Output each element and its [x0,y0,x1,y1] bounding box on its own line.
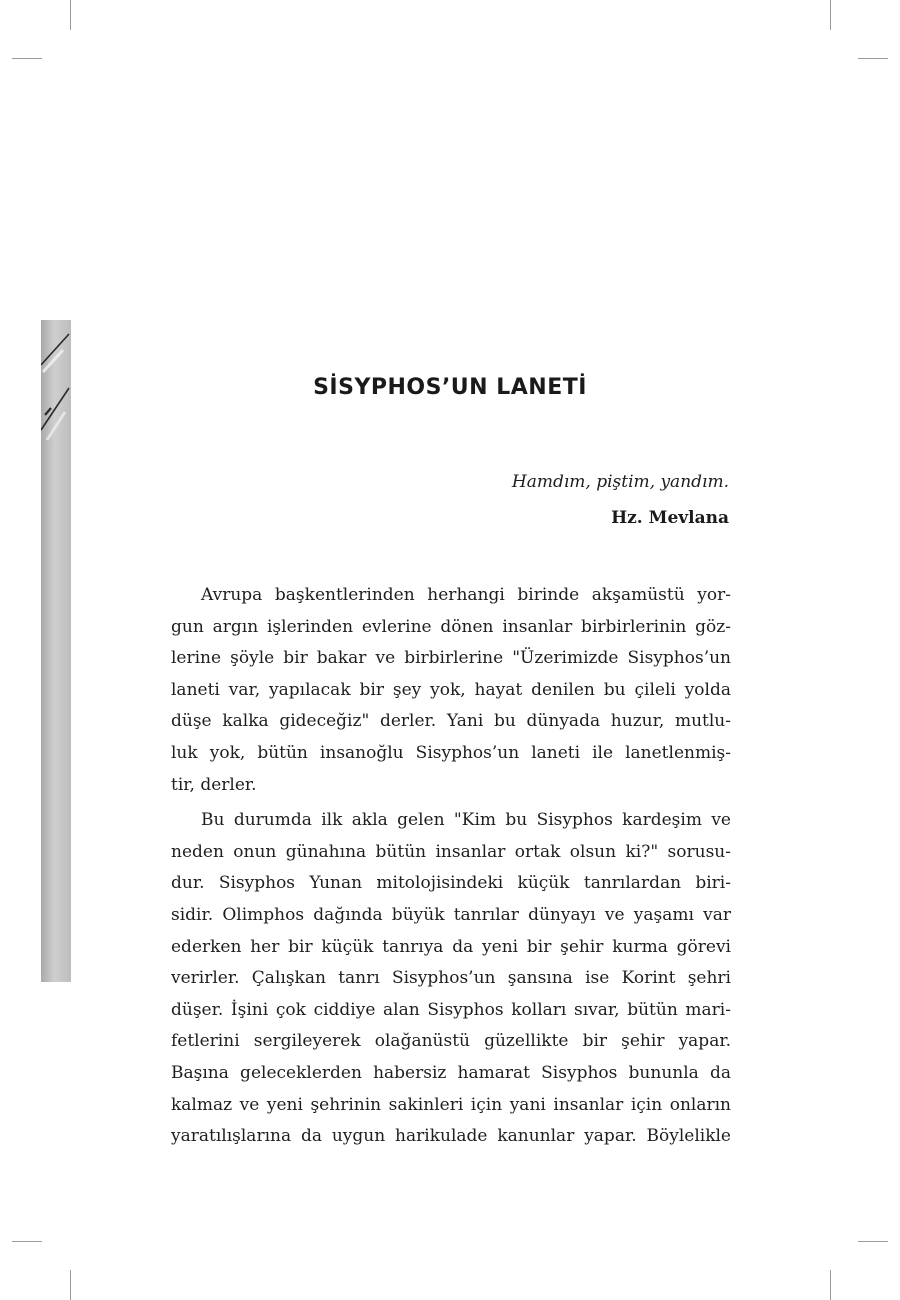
text-line: neden onun günahına bütün insanlar ortak olsun ki?" sorusu- [171,841,731,862]
body-text [171,580,731,1153]
chapter-title: SİSYPHOS’UN LANETİ [313,375,587,400]
text-line: tir, derler. [171,774,257,795]
crop-mark-bottom-left-h [12,1241,42,1242]
text-line: verirler. Çalışkan tanrı Sisyphos’un şansına ise Korint şehri [171,968,731,989]
crop-mark-top-left-h [12,58,42,59]
decorative-side-band [41,320,71,982]
crop-mark-bottom-right [830,1270,831,1300]
text-line: Başına geleceklerden habersiz hamarat Sisyphos bununla da [171,1062,731,1083]
crop-mark-top-left [70,0,71,30]
paragraph-1 [171,580,731,801]
text-line: sidir. Olimphos dağında büyük tanrılar dünyayı ve yaşamı var [171,904,731,925]
text-line: düşer. İşini çok ciddiye alan Sisyphos kolları sıvar, bütün mari- [171,999,731,1020]
text-line: laneti var, yapılacak bir şey yok, hayat denilen bu çileli yolda [171,679,731,700]
crop-mark-top-right-h [858,58,888,59]
brush-stroke-icon [41,320,71,982]
text-line: fetlerini sergileyerek olağanüstü güzellikte bir şehir yapar. [171,1031,731,1052]
text-line: dur. Sisyphos Yunan mitolojisindeki küçük tanrılardan biri- [171,873,731,894]
text-line: Avrupa başkentlerinden herhangi birinde akşamüstü yor- [201,585,731,605]
epigraph-author: Hz. Mevlana [611,508,729,528]
text-line: Bu durumda ilk akla gelen "Kim bu Sisyphos kardeşim ve [201,810,731,831]
text-line: düşe kalka gideceğiz" derler. Yani bu dünyada huzur, mutlu- [171,711,731,732]
paragraph-2 [171,805,731,1153]
text-line: luk yok, bütün insanoğlu Sisyphos’un laneti ile lanetlenmiş- [171,742,731,763]
text-line: gun argın işlerinden evlerine dönen insanlar birbirlerinin göz- [171,616,731,637]
text-line: lerine şöyle bir bakar ve birbirlerine "Üzerimizde Sisyphos’un [171,648,731,669]
crop-mark-bottom-left [70,1270,71,1300]
text-line: ederken her bir küçük tanrıya da yeni bir şehir kurma görevi [171,936,731,957]
epigraph-quote: Hamdım, piştim, yandım. [511,472,729,492]
crop-mark-bottom-right-h [858,1241,888,1242]
crop-mark-top-right [830,0,831,30]
text-line: kalmaz ve yeni şehrinin sakinleri için yani insanlar için onların [171,1094,731,1115]
text-line: yaratılışlarına da uygun harikulade kanunlar yapar. Böylelikle [171,1126,731,1147]
